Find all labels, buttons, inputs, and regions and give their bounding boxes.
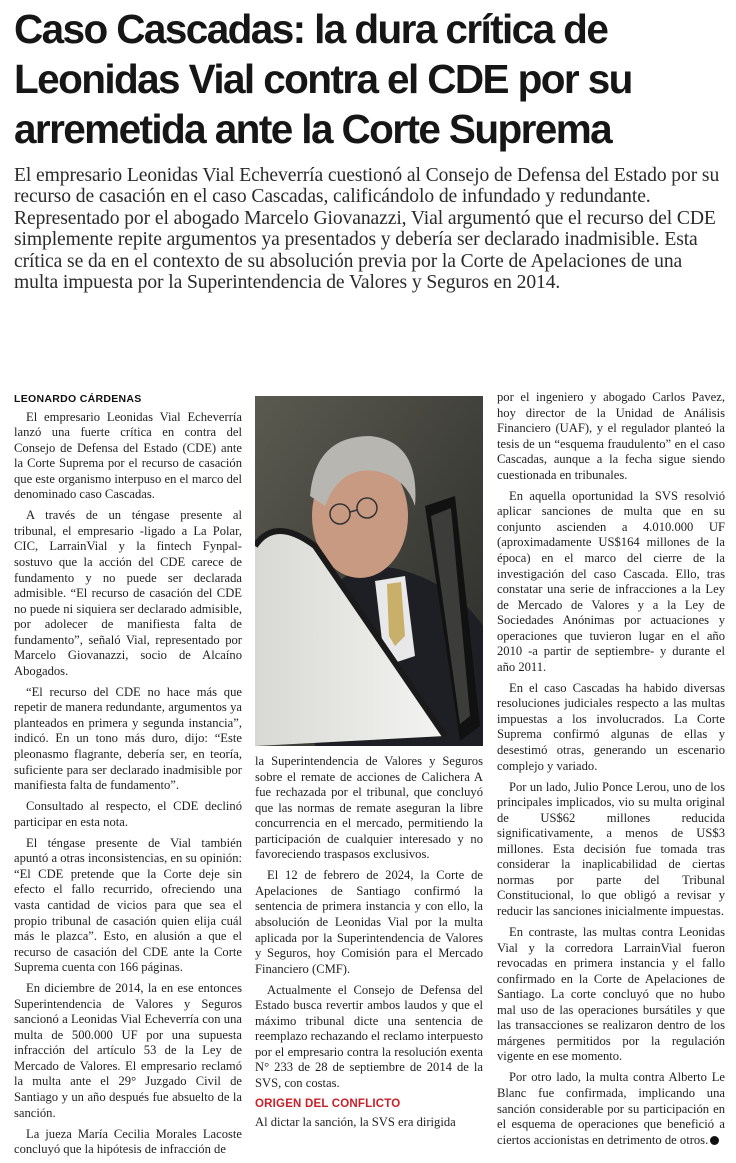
paragraph: En diciembre de 2014, la en ese entonces Superintendencia de Valores y Seguros sancionó a Leonidas Vial Echeverría con una multa de 500.000 UF por una supuesta infracción del artículo 53 de la Ley de Mercado de Valores. El empresario reclamó la multa ante el 29° Juzgado Civil de Santiago y un año después fue absuelto de la sanción. <box>14 981 242 1120</box>
headline-line-1: Caso Cascadas: la dura crítica de <box>14 6 608 52</box>
paragraph: la Superintendencia de Valores y Seguros sobre el remate de acciones de Calichera A fue rechazada por el tribunal, que concluyó que las normas de remate aseguran la libre concurrencia en el mercado, permitiendo la participación de cualquier interesado y no favoreciendo traspasos exclusivos. <box>255 754 483 862</box>
paragraph: En contraste, las multas contra Leonidas Vial y la corredora LarrainVial fueron revocadas en primera instancia y el fallo confirmado en la Corte de Apelaciones de Santiago. La corte concluyó que no hubo mal uso de las operaciones bursátiles y que las transacciones se realizaron dentro de los márgenes permitidos por la regulación vigente en ese momento. <box>497 925 725 1064</box>
photo-illustration <box>255 396 483 746</box>
paragraph: La jueza María Cecilia Morales Lacoste concluyó que la hipótesis de infracción de <box>14 1126 242 1157</box>
article-column-2 <box>255 754 483 1136</box>
paragraph: Al dictar la sanción, la SVS era dirigida <box>255 1114 456 1129</box>
article-column-3 <box>497 390 725 1154</box>
paragraph <box>497 1070 725 1148</box>
byline: LEONARDO CÁRDENAS <box>14 393 142 405</box>
paragraph: “El recurso del CDE no hace más que repetir de manera redundante, argumentos ya planteados en primera y segunda instancia”, indicó. En un tono más duro, dijo: “Este pleonasmo flagrante, debería ser, en teoría, suficiente para ser declarado inadmisible por manifiesta falta de fundamento”. <box>14 684 242 793</box>
article-photo <box>255 396 483 746</box>
end-mark-icon <box>710 1136 719 1145</box>
paragraph: Consultado al respecto, el CDE declinó participar en esta nota. <box>14 799 242 829</box>
paragraph: En el caso Cascadas ha habido diversas resoluciones judiciales respecto a las multas impuestas a los involucrados. La Corte Suprema confirmó algunas de ellas y desestimó otras, generando un escenario complejo y variado. <box>497 680 725 773</box>
headline-line-2: Leonidas Vial contra el CDE por su <box>14 56 632 102</box>
headline <box>14 4 726 154</box>
paragraph-text: Por otro lado, la multa contra Alberto Le Blanc fue confirmada, implicando una sanción considerable por su participación en el esquema de operaciones que benefició a ciertos accionistas en detrimento de otros. <box>497 1070 725 1147</box>
paragraph: El téngase presente de Vial también apuntó a otras inconsistencias, en su opinión: “El CDE pretende que la Corte deje sin efecto el fallo recurrido, ofreciendo una vasta cantidad de vicios para que sea el propio tribunal de casación quien elija cuál más le plazca”. Esto, en alusión a que el recurso de casación del CDE ante la Corte Suprema cuenta con 166 páginas. <box>14 835 242 975</box>
paragraph: por el ingeniero y abogado Carlos Pavez, hoy director de la Unidad de Análisis Financiero (UAF), y el regulador planteó la tesis de un “esquema fraudulento” en el caso Cascadas, aunque a la fecha sigue siendo cuestionada en tribunales. <box>497 390 725 482</box>
paragraph: A través de un téngase presente al tribunal, el empresario -ligado a La Polar, CIC, LarrainVial y la fintech Fynpal- sostuvo que la acción del CDE carece de fundamento y no puede ser declarada admisible. “El recurso de casación del CDE no puede ni siquiera ser declarado admisible, por adolecer de manifiesta falta de fundamento”, señaló Vial, representado por Marcelo Giovanazzi, socio de Alcaíno Abogados. <box>14 508 242 678</box>
article-column-1 <box>14 392 242 1163</box>
headline-line-3: arremetida ante la Corte Suprema <box>14 106 612 152</box>
paragraph: El empresario Leonidas Vial Echeverría lanzó una fuerte crítica en contra del Consejo de Defensa del Estado (CDE) ante la Corte Suprema por el recurso de casación que este organismo interpuso en el marco del denominado caso Cascadas. <box>14 409 242 502</box>
paragraph: En aquella oportunidad la SVS resolvió aplicar sanciones de multa que en su conjunto ascienden a 4.010.000 UF (aproximadamente US$164 millones de la época) en el marco del cierre de la investigación del caso Cascada. Ello, tras constatar una serie de infracciones a la Ley de Mercado de Valores y a la Ley de Sociedades Anónimas por actuaciones y operaciones que tuvieron lugar en el año 2010 -a partir de septiembre- y durante el año 2011. <box>497 488 725 674</box>
section-heading: ORIGEN DEL CONFLICTO <box>255 1097 401 1110</box>
lead-paragraph: El empresario Leonidas Vial Echeverría cuestionó al Consejo de Defensa del Estado por su recurso de casación en el caso Cascadas, calificándolo de infundado y redundante. Representado por el abogado Marcelo Giovanazzi, Vial argumentó que el recurso del CDE simplemente repite argumentos ya presentados y debería ser declarado inadmisible. Esta crítica se da en el contexto de su absolución previa por la Corte de Apelaciones de una multa impuesta por la Superintendencia de Valores y Seguros en 2014. <box>14 165 720 294</box>
paragraph: Por un lado, Julio Ponce Lerou, uno de los principales implicados, vio su multa original de US$62 millones reducida significativamente, a menos de US$3 millones. Esta decisión fue tomada tras considerar la inaplicabilidad de ciertas normas por parte del Tribunal Constitucional, lo que obligó a revisar y reducir las sanciones inicialmente impuestas. <box>497 779 725 918</box>
paragraph: Actualmente el Consejo de Defensa del Estado busca revertir ambos laudos y que el máximo tribunal dicte una sentencia de reemplazo rechazando el reclamo interpuesto por el empresario contra la resolución exenta N° 233 de 28 de septiembre de 2014 de la SVS, con costas. <box>255 982 483 1090</box>
paragraph: El 12 de febrero de 2024, la Corte de Apelaciones de Santiago confirmó la sentencia de primera instancia y con ello, la absolución de Leonidas Vial por la multa aplicada por la Superintendencia de Valores y Seguros, hoy Comisión para el Mercado Financiero (CMF). <box>255 868 483 976</box>
